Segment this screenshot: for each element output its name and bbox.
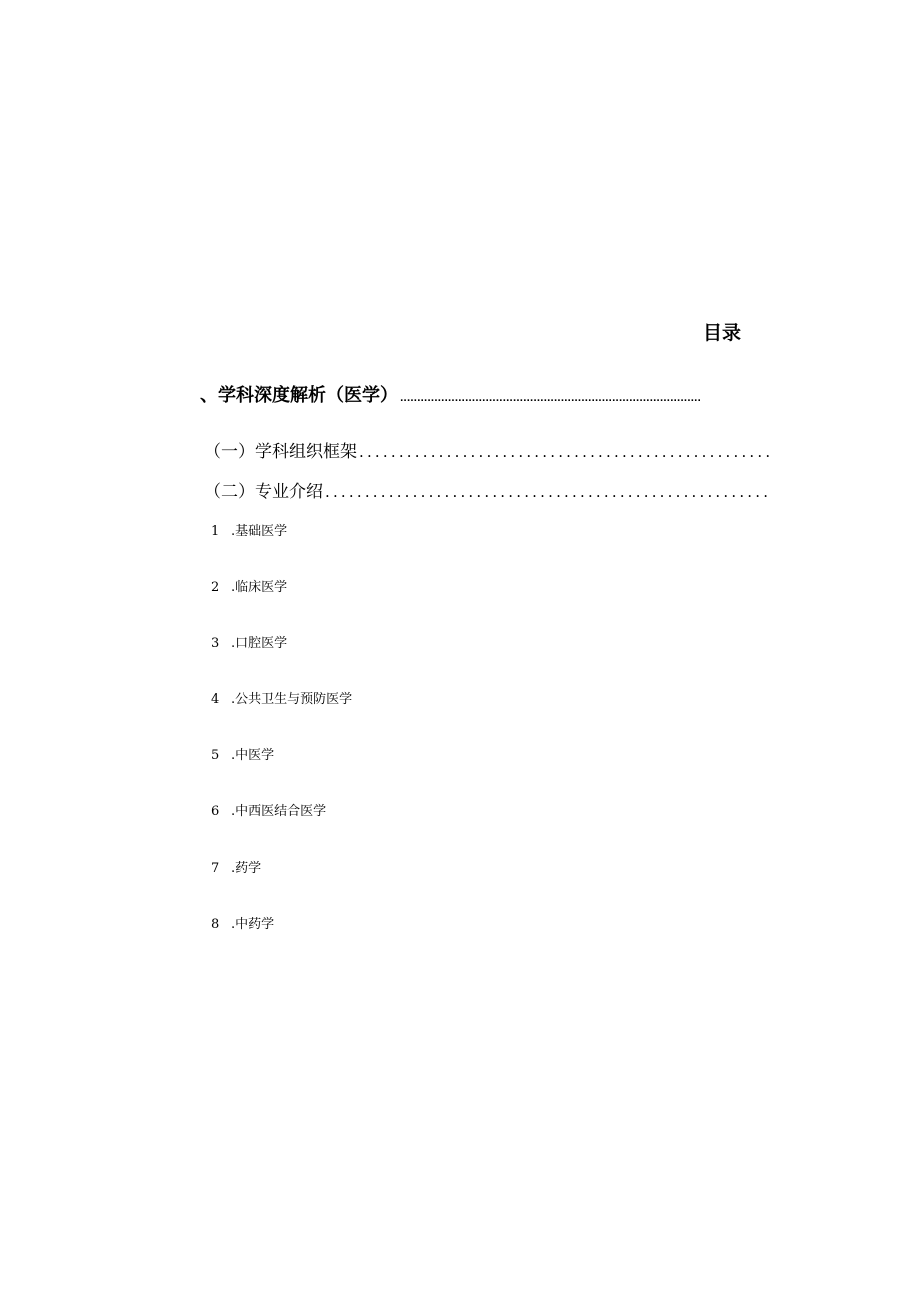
- toc-item-label: .公共卫生与预防医学: [231, 692, 353, 708]
- toc-item[interactable]: [211, 688, 352, 744]
- toc-item[interactable]: [211, 576, 352, 632]
- toc-title: 目录: [703, 322, 742, 344]
- toc-entry-label: 、学科深度解析（医学）: [200, 385, 398, 406]
- toc-item-number: 6: [211, 804, 220, 820]
- toc-item[interactable]: [211, 744, 352, 800]
- toc-item-number: 7: [211, 860, 220, 876]
- toc-item-number: 5: [211, 748, 220, 764]
- toc-item-number: 3: [211, 636, 220, 652]
- toc-item-label: .中药学: [231, 916, 275, 932]
- toc-entry-section[interactable]: [200, 381, 786, 407]
- toc-item-label: .基础医学: [231, 524, 288, 539]
- toc-item-number: 4: [211, 692, 220, 708]
- toc-entry-subsection-2[interactable]: [204, 477, 782, 502]
- toc-entry-subsection-1[interactable]: [204, 437, 782, 462]
- toc-dot-leader: ....................................................: [359, 443, 774, 461]
- toc-item[interactable]: [211, 520, 352, 576]
- toc-item-list: [211, 520, 352, 969]
- toc-item-number: 1: [211, 524, 220, 539]
- toc-item-label: .口腔医学: [231, 636, 288, 652]
- toc-item-label: .药学: [231, 860, 262, 876]
- toc-item[interactable]: [211, 800, 352, 856]
- toc-item[interactable]: [211, 857, 352, 913]
- toc-dot-leader: ........................................................................................: [400, 394, 701, 404]
- toc-entry-label: （二）专业介绍: [204, 482, 323, 502]
- toc-dot-leader: ........................................................: [325, 483, 772, 501]
- toc-item-number: 2: [211, 580, 220, 596]
- toc-item-label: .临床医学: [231, 580, 288, 596]
- toc-item[interactable]: [211, 913, 352, 969]
- toc-entry-label: （一）学科组织框架: [204, 442, 357, 462]
- toc-item-label: .中医学: [231, 748, 275, 764]
- toc-item-number: 8: [211, 916, 220, 932]
- toc-item[interactable]: [211, 632, 352, 688]
- toc-item-label: .中西医结合医学: [231, 804, 327, 820]
